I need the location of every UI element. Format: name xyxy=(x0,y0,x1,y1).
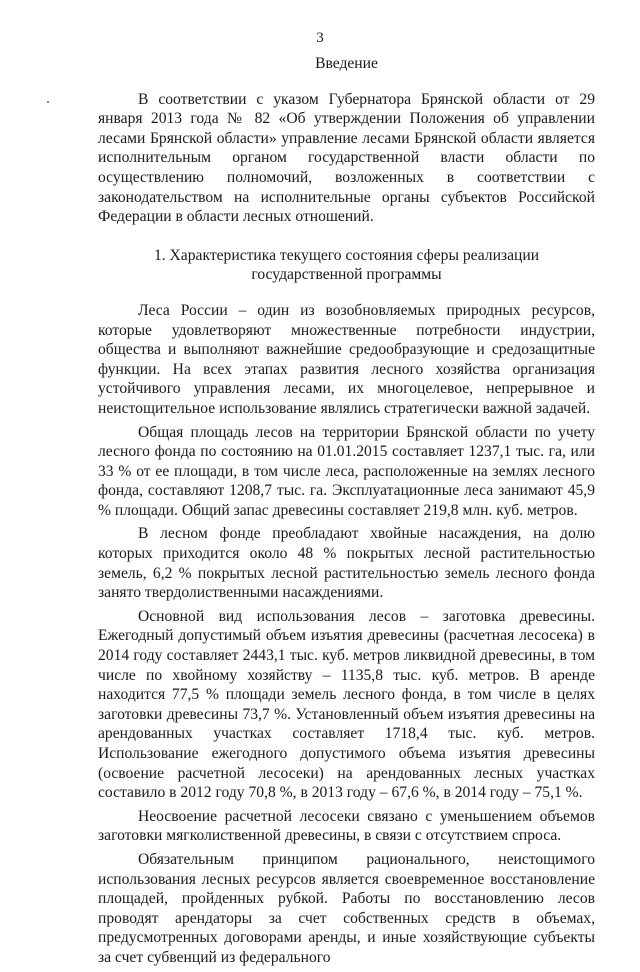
page-number: 3 xyxy=(316,30,324,46)
intro-paragraph: В соответствии с указом Губернатора Брянской области от 29 января 2013 года № 82 «Об утверждении Положения об управлении лесами Брянской области» управление лесами Брянской области является исполнительным органом государственной власти области по осуществлению полномочий, возложенных в соответствии с законодательством на исполнительные органы субъектов Российской Федерации в области лесных отношений. xyxy=(98,90,595,226)
section-title xyxy=(98,246,595,285)
body-paragraph: Неосвоение расчетной лесосеки связано с уменьшением объемов заготовки мягколиственной древесины, в связи с отсутствием спроса. xyxy=(98,807,595,845)
document-body xyxy=(98,54,595,972)
body-paragraph: В лесном фонде преобладают хвойные насаждения, на долю которых приходится около 48 % покрытых лесной растительностью земель, 6,2 % покрытых лесной растительностью земель лесного фонда занято твердолиственными насаждениями. xyxy=(98,525,595,602)
body-paragraph: Леса России – один из возобновляемых природных ресурсов, которые удовлетворяют множественные потребности индустрии, общества и выполняют важнейшие средообразующие и средозащитные функции. На всех этапах развития лесного хозяйства организация устойчивого управления лесами, их многоцелевое, непрерывное и неистощительное использование являлись стратегически важной задачей. xyxy=(98,301,595,417)
body-paragraph: Обязательным принципом рационального, неистощимого использования лесных ресурсов является своевременное восстановление площадей, пройденных рубкой. Работы по восстановлению лесов проводят арендаторы за счет собственных средств в объемах, предусмотренных договорами аренды, и иные хозяйствующие субъекты за счет субвенций из федерального xyxy=(98,850,595,966)
scan-speck xyxy=(47,101,49,103)
section-title-line-2: государственной программы xyxy=(251,266,442,284)
body-paragraph: Основной вид использования лесов – заготовка древесины. Ежегодный допустимый объем изъятия древесины (расчетная лесосека) в 2014 году составляет 2443,1 тыс. куб. метров ликвидной древесины, в том числе по хвойному хозяйству – 1135,8 тыс. куб. метров. В аренде находится 77,5 % площади земель лесного фонда, в том числе в целях заготовки древесины 73,7 %. Установленный объем изъятия древесины на арендованных участках составляет 1718,4 тыс. куб. метров. Использование ежегодного допустимого объема изъятия древесины (освоение расчетной лесосеки) на арендованных лесных участках составило в 2012 году 70,8 %, в 2013 году – 67,6 %, в 2014 году – 75,1 %. xyxy=(98,607,595,802)
body-paragraph: Общая площадь лесов на территории Брянской области по учету лесного фонда по состоянию на 01.01.2015 составляет 1237,1 тыс. га, или 33 % от ее площади, в том числе леса, расположенные на землях лесного фонда, составляют 1208,7 тыс. га. Эксплуатационные леса занимают 45,9 % площади. Общий запас древесины составляет 219,8 млн. куб. метров. xyxy=(98,423,595,519)
section-title-line-1: 1. Характеристика текущего состояния сферы реализации xyxy=(153,246,540,264)
page-heading: Введение xyxy=(315,55,378,72)
